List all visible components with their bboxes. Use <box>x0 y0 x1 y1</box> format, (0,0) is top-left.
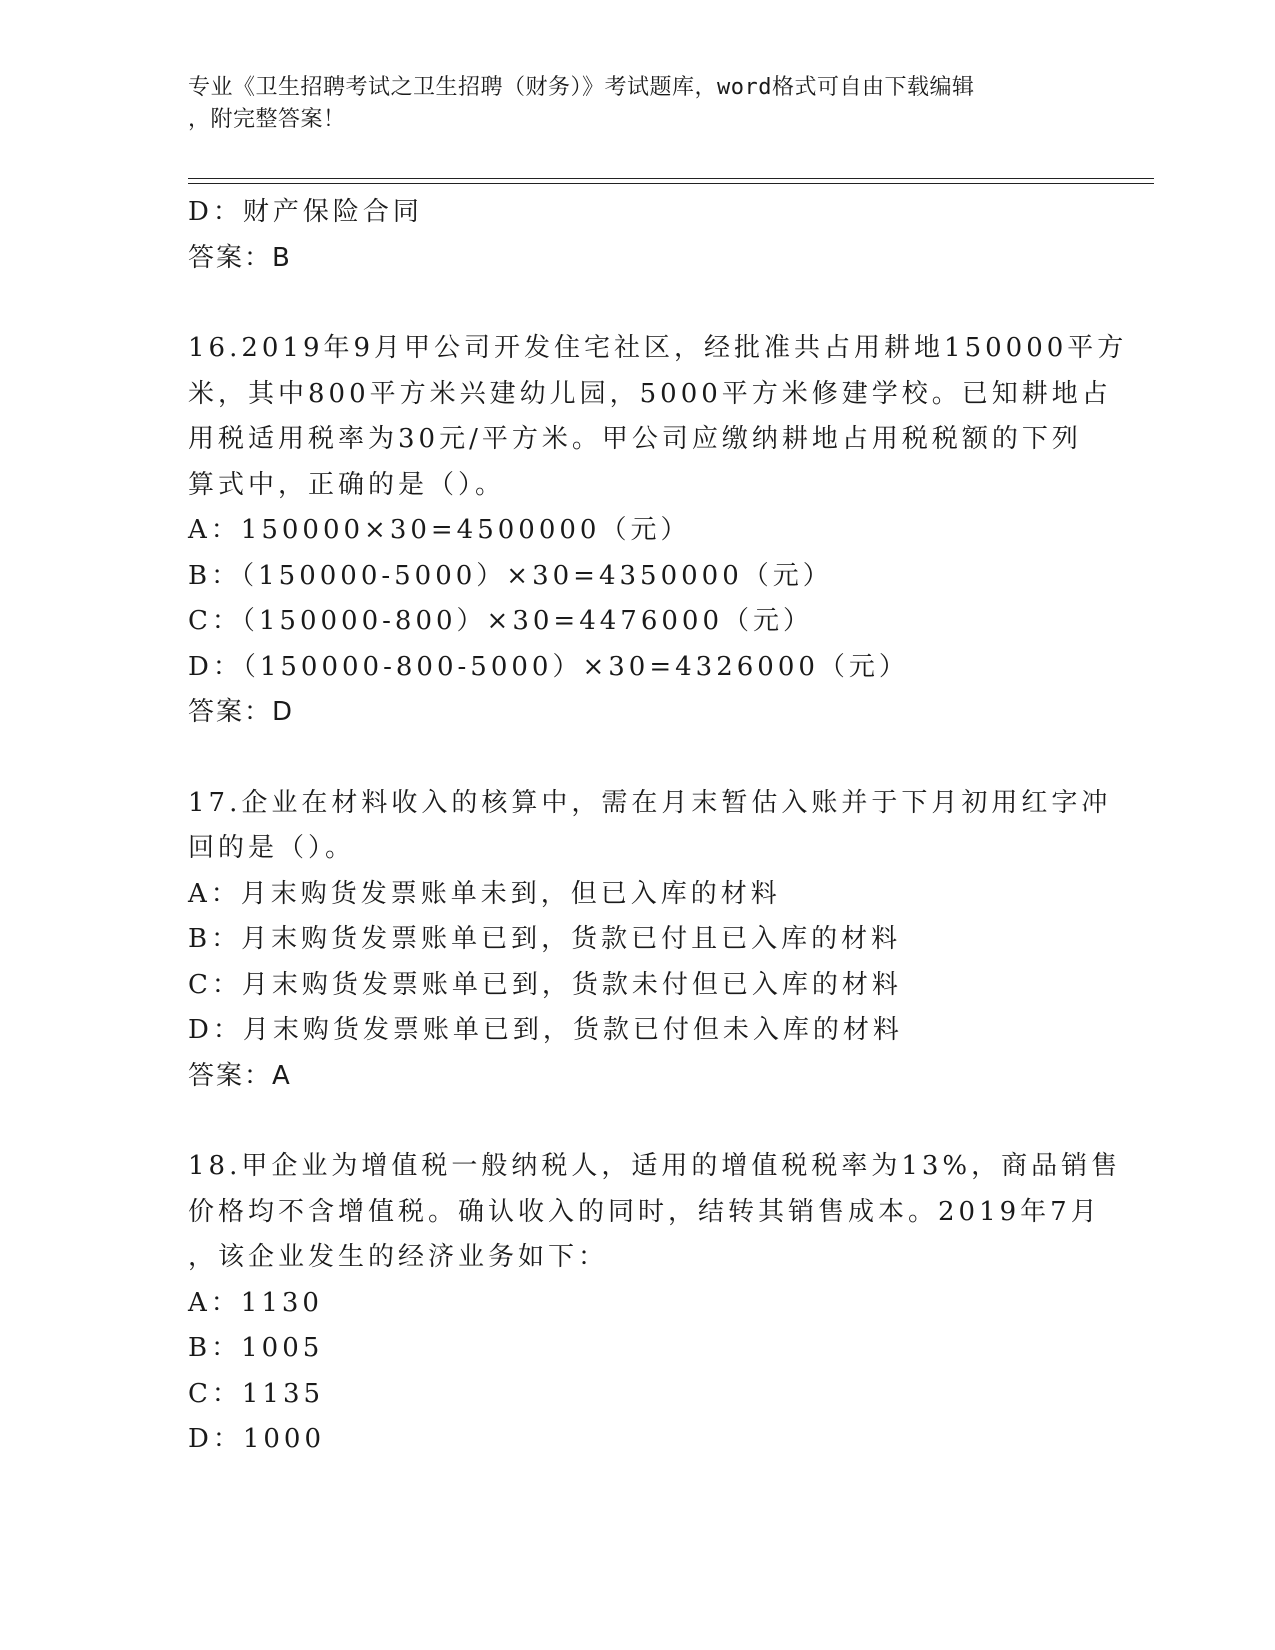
option-a: A：1130 <box>188 1287 323 1318</box>
question-stem-line: 17.企业在材料收入的核算中，需在月末暂估入账并于下月初用红字冲 <box>188 787 1112 818</box>
header-divider-top <box>188 178 1154 179</box>
question-18 <box>188 1144 1122 1463</box>
question-stem-line: ，该企业发生的经济业务如下： <box>188 1242 609 1272</box>
question-stem-line: 算式中，正确的是（）。 <box>188 469 506 500</box>
option-b: B：1005 <box>188 1333 324 1363</box>
question-16 <box>188 326 1128 736</box>
option-a: A：月末购货发票账单未到，但已入库的材料 <box>188 878 781 909</box>
answer: 答案：B <box>188 242 292 273</box>
option-a: A：150000×30=4500000（元） <box>188 515 691 545</box>
question-stem-line: 16.2019年9月甲公司开发住宅社区，经批准共占用耕地150000平方 <box>188 333 1128 363</box>
option-b: B：月末购货发票账单已到，货款已付且已入库的材料 <box>188 924 902 954</box>
question-stem-line: 18.甲企业为增值税一般纳税人，适用的增值税税率为13%，商品销售 <box>188 1151 1122 1181</box>
page-header <box>188 72 1088 136</box>
question-stem-line: 用税适用税率为30元/平方米。甲公司应缴纳耕地占用税税额的下列 <box>188 424 1082 454</box>
option-c: C：月末购货发票账单已到，货款未付但已入库的材料 <box>188 969 902 1000</box>
question-stem-line: 米，其中800平方米兴建幼儿园，5000平方米修建学校。已知耕地占 <box>188 378 1112 409</box>
option-d: D：1000 <box>188 1424 326 1454</box>
answer: 答案：D <box>188 697 295 727</box>
question-stem-line: 回的是（）。 <box>188 833 356 863</box>
header-line-2: ，附完整答案！ <box>188 107 346 132</box>
answer: 答案：A <box>188 1060 292 1091</box>
option-c: C：1135 <box>188 1378 325 1409</box>
option-c: C：（150000-800）×30=4476000（元） <box>188 606 814 636</box>
option-d: D：财产保险合同 <box>188 197 423 227</box>
question-list <box>188 190 1128 1463</box>
header-line-1: 专业《卫生招聘考试之卫生招聘（财务）》考试题库，word格式可自由下载编辑 <box>188 75 975 100</box>
prev-question-tail <box>188 190 1088 281</box>
option-d: D：月末购货发票账单已到，货款已付但未入库的材料 <box>188 1015 903 1045</box>
option-d: D：（150000-800-5000）×30=4326000（元） <box>188 651 909 682</box>
question-stem-line: 价格均不含增值税。确认收入的同时，结转其销售成本。2019年7月 <box>188 1196 1101 1227</box>
header-divider-bottom <box>188 183 1154 184</box>
question-17 <box>188 781 1112 1100</box>
option-b: B：（150000-5000）×30=4350000（元） <box>188 560 833 591</box>
